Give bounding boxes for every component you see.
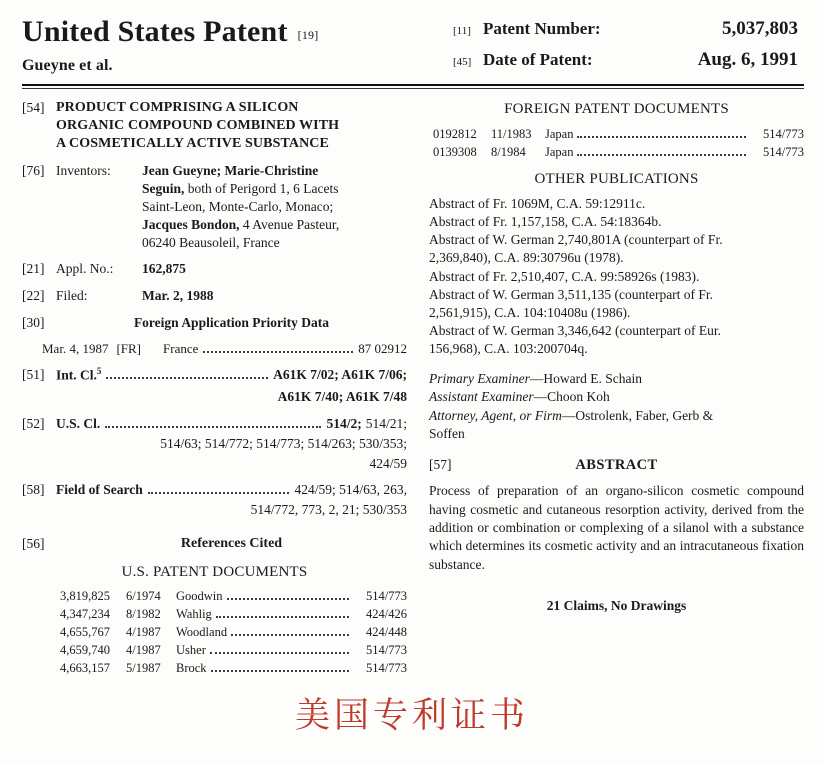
assistant-examiner-label: Assistant Examiner	[429, 389, 534, 405]
inid-code-22: [22]	[22, 288, 45, 304]
date-of-patent-value: Aug. 6, 1991	[697, 49, 798, 70]
dot-leader	[577, 136, 746, 138]
appl-no-block	[22, 260, 407, 278]
ref-inventor-name: Woodland	[176, 624, 228, 639]
inventors-block	[22, 162, 407, 252]
inid-code-11: [11]	[453, 25, 471, 37]
inventor-address-4: 4 Avenue Pasteur,	[242, 216, 340, 232]
table-row	[22, 623, 407, 641]
filed-block	[22, 287, 407, 305]
header-right-block	[453, 14, 804, 80]
inid-code-56: [56]	[22, 536, 45, 552]
inid-code-19: [19]	[297, 28, 319, 42]
inventor-line-5: 06240 Beausoleil, France	[142, 234, 280, 250]
ref-date: 5/1987	[126, 661, 161, 676]
examiners-block	[429, 370, 804, 443]
inventor-line-1	[142, 162, 407, 180]
us-cl-secondary-class: 514/21;	[365, 416, 407, 432]
dot-leader	[216, 616, 349, 618]
field-of-search-cont-line: 514/772, 773, 2, 21; 530/353	[250, 502, 407, 518]
other-publications-list	[429, 195, 804, 358]
references-cited-block	[22, 535, 407, 559]
list-item: Abstract of W. German 3,511,135 (counterpart of Fr.	[429, 286, 714, 302]
ref-patent-number: 4,663,157	[60, 661, 110, 676]
inventor-line-4	[142, 216, 407, 234]
list-item: 2,561,915), C.A. 104:10408u (1986).	[429, 304, 631, 320]
foreign-doc-date: 11/1983	[491, 127, 532, 141]
field-of-search-value: 424/59; 514/63, 263,	[294, 482, 407, 498]
int-cl-value-line-1: A61K 7/02; A61K 7/06;	[273, 367, 407, 383]
inid-code-76: [76]	[22, 162, 45, 178]
ref-date: 8/1982	[126, 606, 161, 621]
dot-leader	[148, 492, 290, 494]
table-row	[22, 587, 407, 605]
ref-inventor-name: Brock	[176, 661, 207, 676]
int-cl-edition: 5	[96, 365, 102, 376]
inventors-value	[142, 162, 407, 252]
right-column	[429, 99, 804, 677]
list-item: Abstract of Fr. 2,510,407, C.A. 99:58926s (1983).	[429, 268, 700, 284]
foreign-doc-number: 0139308	[433, 145, 477, 160]
foreign-doc-classification: 514/773	[763, 127, 804, 141]
invention-title-block	[22, 99, 407, 153]
field-of-search-row	[56, 481, 407, 499]
table-row	[22, 641, 407, 659]
patent-office-title	[22, 16, 318, 48]
inventor-line-3: Saint-Leon, Monte-Carlo, Monaco;	[142, 198, 334, 214]
dot-leader	[210, 652, 349, 654]
inventor-line-2	[142, 180, 407, 198]
us-cl-primary-class: 514/2;	[326, 416, 362, 432]
primary-examiner-line: Primary Examiner—Howard E. Schain	[429, 370, 642, 386]
patent-number-row	[453, 18, 798, 40]
int-cl-value-line-2: A61K 7/40; A61K 7/48	[277, 389, 407, 405]
dot-leader	[105, 426, 321, 428]
date-of-patent-row	[453, 49, 798, 71]
abstract-text: Process of preparation of an organo-silicon cosmetic compound having cosmetic and cutaneous resorption activity, derived from the addition or combination or complexing of a silanol with a substance which determines its cosmetic activity and an intracutaneous fixation substance.	[429, 483, 804, 572]
ref-date: 4/1987	[126, 642, 161, 657]
dot-leader	[211, 670, 349, 672]
list-item: Abstract of W. German 3,346,642 (counterpart of Eur.	[429, 322, 722, 338]
table-row	[429, 125, 804, 143]
table-row	[429, 143, 804, 161]
priority-date: Mar. 4, 1987	[42, 340, 109, 356]
assistant-examiner-name: Choon Koh	[547, 389, 610, 405]
inid-code-30: [30]	[22, 315, 45, 331]
priority-data-row	[42, 341, 407, 357]
priority-country-code: [FR]	[116, 340, 142, 356]
claims-summary: 21 Claims, No Drawings	[546, 598, 687, 614]
inid-code-52: [52]	[22, 416, 45, 432]
ref-classification: 514/773	[366, 588, 407, 603]
invention-title-line-2: ORGANIC COMPOUND COMBINED WITH	[56, 117, 340, 133]
ref-patent-number: 4,347,234	[60, 606, 110, 621]
foreign-doc-date: 8/1984	[491, 145, 526, 160]
chinese-caption: 美国专利证书	[294, 696, 529, 736]
priority-number: 87 02912	[358, 340, 407, 356]
invention-title-line-3: A COSMETICALLY ACTIVE SUBSTANCE	[56, 135, 329, 151]
assistant-examiner-line: Assistant Examiner—Choon Koh	[429, 389, 610, 405]
inventor-name-1: Jean Gueyne; Marie-Christine	[142, 162, 319, 178]
other-publications-heading: OTHER PUBLICATIONS	[534, 171, 699, 188]
patent-body-columns	[0, 89, 824, 677]
patent-number-label: Patent Number:	[483, 19, 601, 38]
list-item: Abstract of W. German 2,740,801A (counterpart of Fr.	[429, 232, 723, 248]
int-cl-row	[56, 366, 407, 384]
primary-examiner-label: Primary Examiner	[429, 370, 530, 386]
inid-code-58: [58]	[22, 482, 45, 498]
list-item: Abstract of Fr. 1,157,158, C.A. 54:18364b.	[429, 214, 662, 230]
dot-leader	[231, 634, 349, 636]
ref-classification: 424/448	[366, 624, 407, 639]
attorney-line-2: Soffen	[429, 426, 465, 442]
us-cl-block	[22, 415, 407, 433]
ref-inventor-name: Wahlig	[176, 606, 212, 621]
ref-classification: 514/773	[366, 642, 407, 657]
invention-title-line-1: PRODUCT COMPRISING A SILICON	[56, 100, 299, 115]
priority-heading-block	[22, 314, 407, 332]
dot-leader	[203, 351, 353, 353]
list-item: 156,968), C.A. 103:200704q.	[429, 340, 588, 356]
inid-code-51: [51]	[22, 366, 45, 382]
appl-no-label: Appl. No.:	[56, 261, 114, 277]
foreign-patent-documents-table	[429, 125, 804, 161]
references-cited-heading: References Cited	[180, 536, 283, 552]
appl-no-value: 162,875	[142, 261, 186, 277]
ref-patent-number: 4,655,767	[60, 624, 110, 639]
int-cl-body	[56, 366, 407, 384]
date-of-patent-label: Date of Patent:	[483, 50, 593, 69]
us-cl-body	[56, 415, 407, 433]
invention-title-text	[56, 99, 407, 153]
inventor-name-3: Jacques Bondon,	[142, 216, 240, 232]
list-item: Abstract of Fr. 1069M, C.A. 59:12911c.	[429, 196, 646, 212]
list-item: 2,369,840), C.A. 89:30796u (1978).	[429, 250, 624, 266]
priority-heading: Foreign Application Priority Data	[133, 315, 330, 331]
inid-code-54: [54]	[22, 100, 45, 115]
inid-code-45: [45]	[453, 56, 472, 68]
ref-inventor-name: Goodwin	[176, 588, 223, 603]
inventor-name-2: Seguin,	[142, 180, 185, 196]
attorney-name: Ostrolenk, Faber, Gerb &	[575, 407, 714, 423]
dot-leader	[106, 377, 268, 379]
attorney-line: Attorney, Agent, or Firm—Ostrolenk, Faber, Gerb &	[429, 407, 714, 423]
ref-date: 4/1987	[126, 624, 161, 639]
ref-classification: 514/773	[366, 661, 407, 676]
us-patent-documents-table	[22, 587, 407, 678]
field-of-search-body	[56, 481, 407, 499]
inid-code-57: [57]	[429, 457, 452, 473]
foreign-doc-country: Japan	[545, 145, 574, 160]
ref-classification: 424/426	[366, 606, 407, 621]
int-cl-block	[22, 366, 407, 384]
table-row	[22, 605, 407, 623]
patent-office-title-text: United States Patent	[22, 15, 288, 48]
us-cl-row	[56, 415, 407, 433]
inid-code-21: [21]	[22, 261, 45, 277]
ref-patent-number: 3,819,825	[60, 588, 110, 603]
int-cl-label-text: Int. Cl.	[56, 367, 97, 383]
inventor-address-2: both of Perigord 1, 6 Lacets	[187, 180, 339, 196]
foreign-doc-number: 0192812	[433, 127, 477, 141]
us-cl-cont-line-1: 514/63; 514/772; 514/773; 514/263; 530/353;	[160, 435, 407, 451]
us-patent-documents-heading: U.S. PATENT DOCUMENTS	[121, 563, 308, 580]
header-left-block	[22, 14, 318, 75]
attorney-label: Attorney, Agent, or Firm	[429, 407, 562, 423]
primary-examiner-name: Howard E. Schain	[543, 370, 642, 386]
applicant-name: Gueyne et al.	[22, 56, 113, 74]
field-of-search-block	[22, 481, 407, 499]
inventors-label: Inventors:	[56, 162, 111, 178]
abstract-heading-row	[429, 457, 804, 474]
table-row	[22, 659, 407, 677]
ref-inventor-name: Usher	[176, 642, 206, 657]
abstract-heading: ABSTRACT	[575, 457, 658, 474]
foreign-doc-country: Japan	[545, 127, 574, 141]
left-column	[22, 99, 407, 677]
patent-number-value: 5,037,803	[722, 18, 798, 39]
int-cl-label	[56, 366, 101, 384]
patent-header	[0, 0, 824, 80]
filed-value: Mar. 2, 1988	[142, 288, 214, 304]
ref-patent-number: 4,659,740	[60, 642, 110, 657]
dot-leader	[577, 154, 746, 156]
us-cl-label: U.S. Cl.	[56, 416, 101, 432]
foreign-patent-documents-heading: FOREIGN PATENT DOCUMENTS	[504, 101, 729, 117]
dot-leader	[227, 598, 349, 600]
us-cl-cont-line-2: 424/59	[369, 455, 407, 471]
filed-label: Filed:	[56, 288, 88, 304]
priority-country: France	[163, 340, 199, 356]
ref-date: 6/1974	[126, 588, 161, 603]
field-of-search-label: Field of Search	[56, 482, 143, 498]
foreign-doc-classification: 514/773	[763, 145, 804, 160]
